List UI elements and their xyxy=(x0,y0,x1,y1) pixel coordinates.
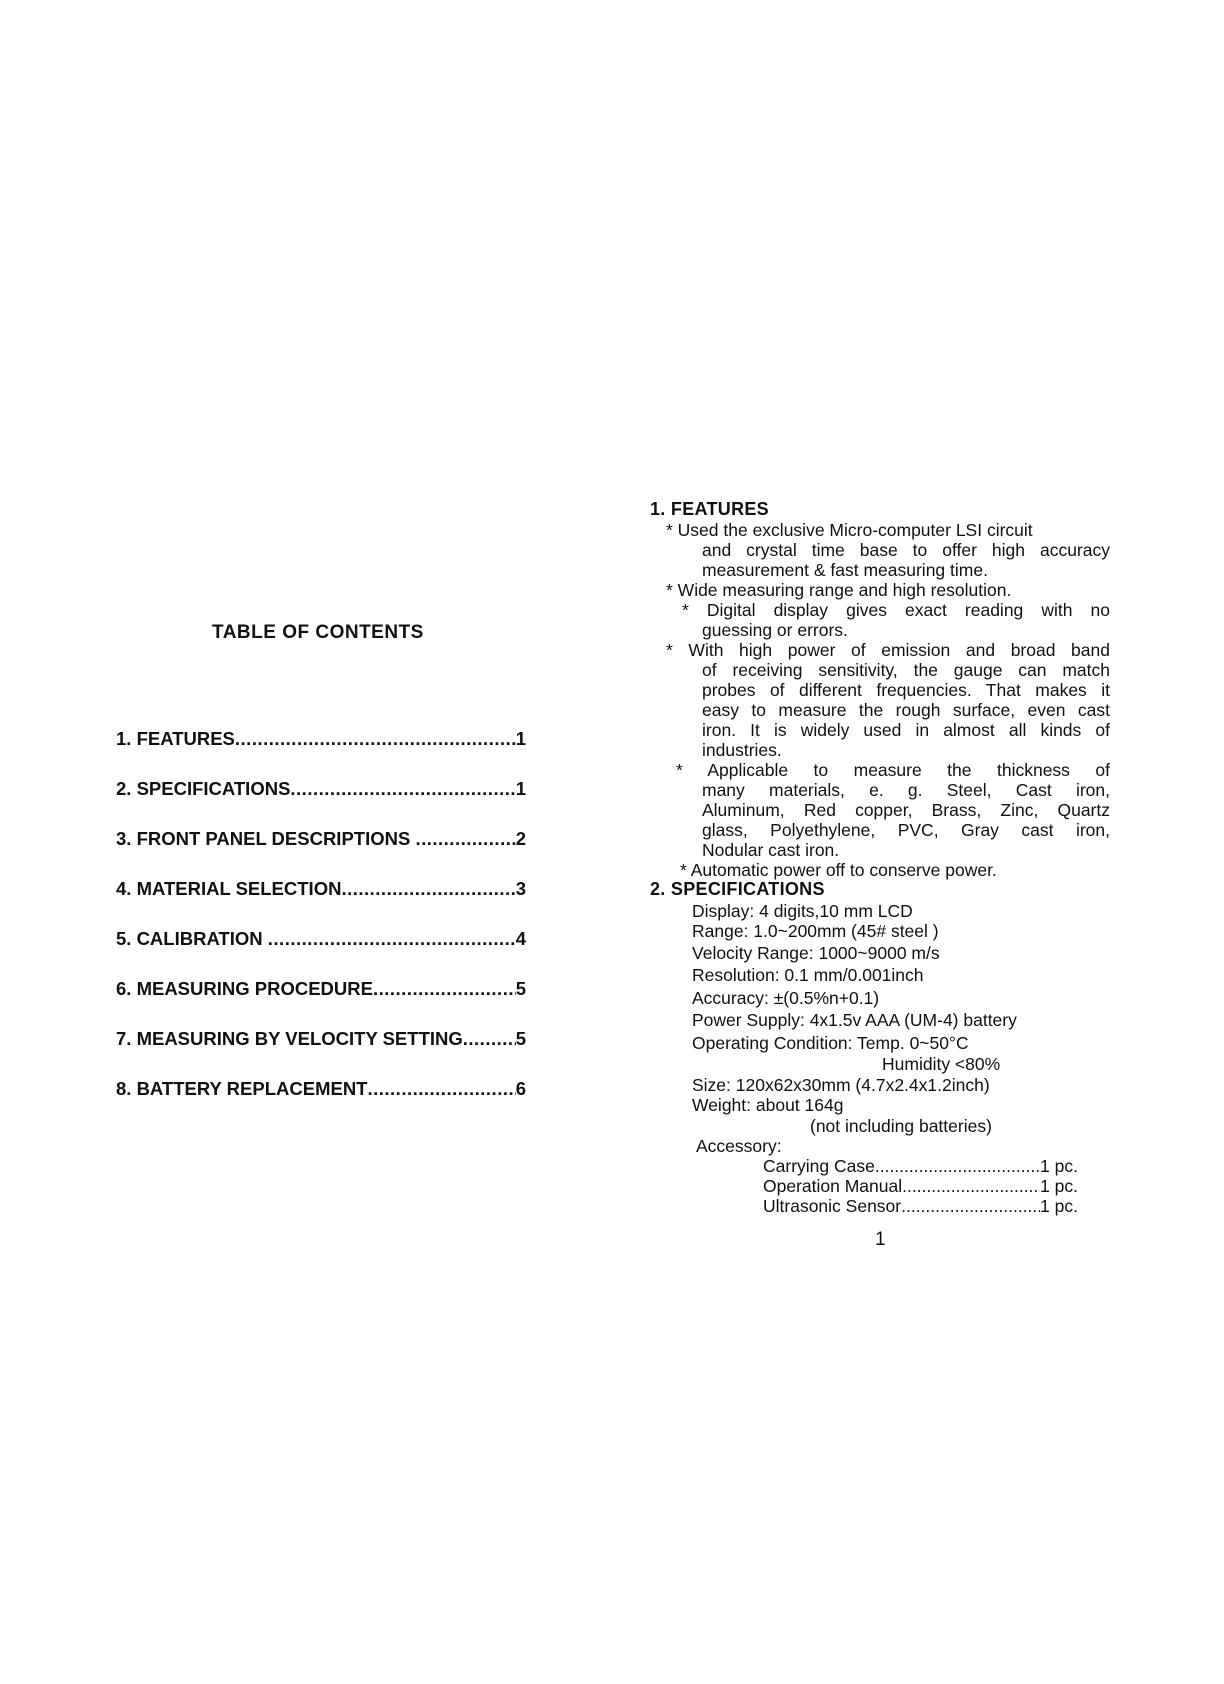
toc-leader xyxy=(415,828,515,850)
spec-line: Accessory: xyxy=(696,1136,782,1156)
feature-line: industries. xyxy=(702,740,782,760)
toc-title: TABLE OF CONTENTS xyxy=(212,622,424,643)
toc-entry-page: 5 xyxy=(515,978,526,999)
toc-entry-front-panel[interactable] xyxy=(116,828,526,854)
toc-entry-measuring-procedure[interactable] xyxy=(116,978,526,1004)
specifications-heading: 2. SPECIFICATIONS xyxy=(650,879,825,899)
spec-line: Display: 4 digits,10 mm LCD xyxy=(692,901,913,921)
spec-line: Operating Condition: Temp. 0~50°C xyxy=(692,1033,969,1053)
accessory-qty: 1 pc. xyxy=(1040,1196,1078,1216)
feature-line: * Digital display gives exact reading with no xyxy=(682,600,1110,620)
spec-line: Range: 1.0~200mm (45# steel ) xyxy=(692,921,939,941)
toc-entry-material-selection[interactable] xyxy=(116,878,526,904)
toc-entry-specifications[interactable] xyxy=(116,778,526,804)
accessory-row xyxy=(763,1176,1078,1196)
toc-entry-label: 2. SPECIFICATIONS xyxy=(116,778,291,799)
toc-entry-label: 5. CALIBRATION xyxy=(116,928,268,949)
accessory-item: Operation Manual xyxy=(763,1176,903,1196)
feature-line: * Wide measuring range and high resolution. xyxy=(666,580,1012,600)
page-number: 1 xyxy=(875,1229,886,1250)
spec-line: Weight: about 164g xyxy=(692,1095,844,1115)
toc-entry-page: 3 xyxy=(515,878,526,899)
toc-entry-calibration[interactable] xyxy=(116,928,526,954)
toc-leader xyxy=(367,1078,515,1100)
toc-entry-page: 1 xyxy=(515,778,526,799)
accessory-row xyxy=(763,1196,1078,1216)
spec-line: Power Supply: 4x1.5v AAA (UM-4) battery xyxy=(692,1010,1017,1030)
toc-entry-page: 5 xyxy=(515,1028,526,1049)
toc-leader xyxy=(341,878,515,900)
accessory-qty: 1 pc. xyxy=(1040,1156,1078,1176)
toc-leader xyxy=(373,978,516,1000)
toc-leader xyxy=(268,928,516,950)
feature-line: * Applicable to measure the thickness of xyxy=(676,760,1110,780)
toc-entry-label: 3. FRONT PANEL DESCRIPTIONS xyxy=(116,828,416,849)
toc-leader xyxy=(235,728,516,750)
spec-line: Velocity Range: 1000~9000 m/s xyxy=(692,943,940,963)
feature-line: guessing or errors. xyxy=(702,620,848,640)
toc-entry-velocity-setting[interactable] xyxy=(116,1028,526,1054)
toc-entry-features[interactable] xyxy=(116,728,526,754)
features-heading: 1. FEATURES xyxy=(650,499,769,519)
toc-entry-label: 4. MATERIAL SELECTION xyxy=(116,878,342,899)
spec-line: Humidity <80% xyxy=(882,1054,1001,1074)
accessory-item: Ultrasonic Sensor xyxy=(763,1196,902,1216)
feature-line: iron. It is widely used in almost all kinds of xyxy=(702,720,1110,740)
spec-line: (not including batteries) xyxy=(810,1116,992,1136)
feature-line: Nodular cast iron. xyxy=(702,840,840,860)
spec-line: Accuracy: ±(0.5%n+0.1) xyxy=(692,988,880,1008)
feature-line: measurement & fast measuring time. xyxy=(702,560,988,580)
toc-leader xyxy=(290,778,515,800)
feature-line: easy to measure the rough surface, even cast xyxy=(702,700,1110,720)
toc-entry-label: 7. MEASURING BY VELOCITY SETTING xyxy=(116,1028,463,1049)
toc-entry-page: 4 xyxy=(515,928,526,949)
toc-entry-label: 6. MEASURING PROCEDURE xyxy=(116,978,373,999)
feature-line: probes of different frequencies. That makes it xyxy=(702,680,1110,700)
toc-entry-page: 6 xyxy=(515,1078,526,1099)
accessory-leader xyxy=(875,1156,1040,1176)
toc-entry-label: 8. BATTERY REPLACEMENT xyxy=(116,1078,368,1099)
feature-line: Aluminum, Red copper, Brass, Zinc, Quartz xyxy=(702,800,1110,820)
feature-line: glass, Polyethylene, PVC, Gray cast iron, xyxy=(702,820,1110,840)
accessory-leader xyxy=(901,1196,1040,1216)
toc-entry-page: 1 xyxy=(515,728,526,749)
accessory-qty: 1 pc. xyxy=(1040,1176,1078,1196)
feature-line: * With high power of emission and broad band xyxy=(666,640,1110,660)
spec-line: Size: 120x62x30mm (4.7x2.4x1.2inch) xyxy=(692,1075,990,1095)
feature-line: of receiving sensitivity, the gauge can match xyxy=(702,660,1110,680)
feature-line: and crystal time base to offer high accuracy xyxy=(702,540,1110,560)
toc-entry-label: 1. FEATURES xyxy=(116,728,235,749)
toc-leader xyxy=(463,1028,516,1050)
toc-entry-battery-replacement[interactable] xyxy=(116,1078,526,1104)
accessory-row xyxy=(763,1156,1078,1176)
accessory-item: Carrying Case xyxy=(763,1156,875,1176)
feature-line: * Used the exclusive Micro-computer LSI circuit xyxy=(666,520,1033,540)
toc-entry-page: 2 xyxy=(515,828,526,849)
feature-line: * Automatic power off to conserve power. xyxy=(680,860,997,880)
spec-line: Resolution: 0.1 mm/0.001inch xyxy=(692,965,924,985)
feature-line: many materials, e. g. Steel, Cast iron, xyxy=(702,780,1110,800)
accessory-leader xyxy=(902,1176,1040,1196)
